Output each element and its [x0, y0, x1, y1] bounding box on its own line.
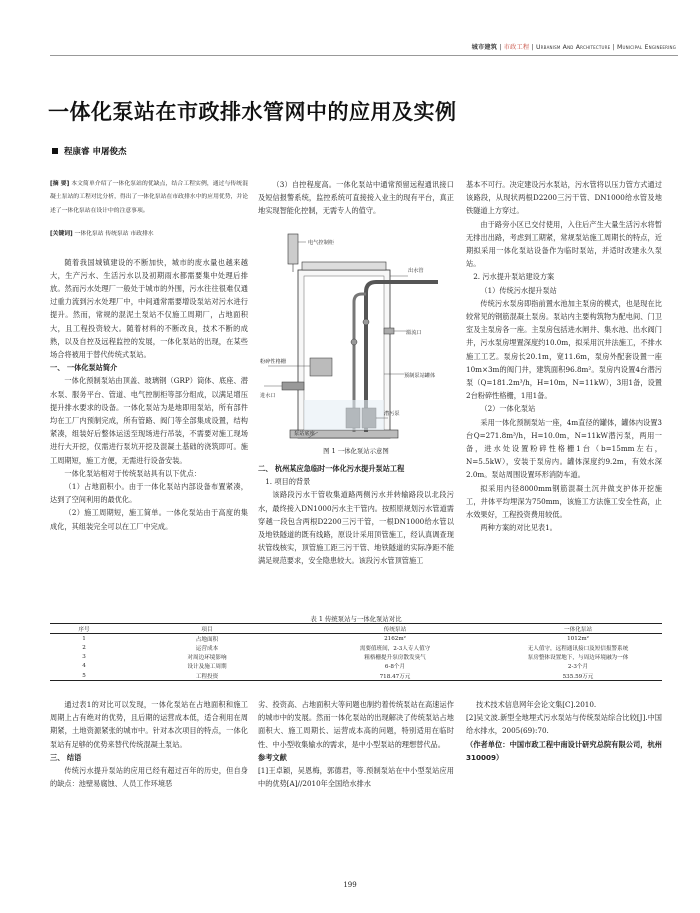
column-1: [50, 178, 248, 533]
label-overflow: 溢流口: [406, 330, 422, 336]
paragraph: （3）自控程度高。一体化泵站中通常预留远程通讯接口及短信报警系统，监控系统可直接接入业主的现有平台，真正地实现智能化控制，无需专人的值守。: [258, 180, 454, 216]
pump-station-figure: [258, 232, 454, 442]
table-row: [50, 671, 662, 681]
paragraph: 劣、投资高、占地面积大等问题也制约着传统泵站在高速运作的城市中的发展。然而一体化泵站的出现解决了传统泵站占地面积大、施工周期长、运营成本高的问题，特别适用在临时性、中小型收集输水的需求，是中小型泵站的理想替代品。: [258, 700, 454, 749]
references-heading: 参考文献: [258, 752, 287, 762]
paragraph: （1）占地面积小。由于一体化泵站内部设备布置紧凑，达到了空间利用的最优化。: [50, 482, 248, 505]
table-cell: 4: [82, 663, 86, 670]
reference-item: [1]王卓颖，吴恩梅，郭德君，等.预制泵站在中小型泵站应用中的优势[A]//2010年全国给水排水: [258, 766, 454, 789]
paragraph: 采用一体化预制泵站一座，4m直径的罐体，罐体内设置3台Q=271.8m³/h，H=10.0m，N=11kW潜污泵，两用一备，进水处设置粉碎性格栅1台（b=15mm左右，N=5.5kW），安装于泵房内。罐体深度约9.2m，有效水深2.0m。泵站周围设置环形消防车道。: [466, 417, 662, 480]
author-names: 程康睿 申屠俊杰: [64, 147, 127, 157]
keywords-label: [关键词]: [50, 231, 73, 238]
abstract-label: [摘 要]: [50, 181, 70, 187]
reference-item: [2]吴文波.新型全地埋式污水泵站与传统泵站综合比较[J].中国给水排水，2005(69):70.: [466, 713, 662, 736]
table-row: [50, 634, 662, 644]
table-row: [50, 662, 662, 671]
paragraph: （1）传统污水提升泵站: [480, 285, 557, 295]
column-3: [466, 178, 662, 534]
header-rule: [50, 55, 678, 56]
header-english-sub: Municipal Engineering: [617, 44, 676, 51]
grinder-screen: [310, 358, 332, 376]
label-base: 泵站底座: [294, 431, 315, 437]
keywords: [50, 228, 248, 241]
valve-icon: [363, 319, 369, 325]
paragraph: 一体化预制泵站由顶盖、玻璃钢（GRP）筒体、底座、潜水泵、服务平台、管道、电气控制柜等部分组成，以满足增压提升排水要求的设备。一体化泵站为是地即用泵站，所有部件均在工厂内预制完成，所有管路、阀门等全部集成设置，结构紧凑，组装好后整体运送至现场进行吊装，不需要对施工现场进行大开挖，仅需进行泵坑开挖及混凝土基础的浇筑即可。施工周期短，施工方便，无需进行设备安装。: [50, 376, 248, 465]
table-row: [50, 643, 662, 652]
keywords-text: 一体化泵站 传统泵站 市政排水: [74, 231, 154, 238]
table-header-cell: 序号: [50, 624, 118, 634]
paragraph: 该路段污水干管收集道路两侧污水并转输路段以北段污水，最终接入DN1000污水主干管内。按照原规划污水管道需穿越一段包含两根D2200三污干管，一根DN1000给水管以及地铁隧道的既有线路，原设计采用顶管施工，经认真调查现状管线核实，顶管施工距三污干管、地铁隧道的实际净距不能满足规范要求，安全隐患较大。该段污水管顶管施工: [258, 490, 454, 566]
table-cell: 无人值守，远程通讯接口及短信报警系统: [527, 645, 629, 652]
table-header-cell: 项目: [118, 624, 296, 634]
figure-caption: 图 1 一体化泵站示意图: [323, 447, 389, 455]
column-2-top: [258, 178, 454, 218]
table-cell: 6-8个月: [384, 664, 406, 671]
header-section: 城市建筑: [471, 44, 498, 51]
page-number: 199: [343, 881, 357, 889]
paragraph: 基本不可行。决定建设污水泵站，污水管将以压力管方式通过该路段，从现状两根D2200三污干管、DN1000给水管及地铁隧道上方穿过。: [466, 180, 662, 216]
header-subsection: 市政工程: [503, 44, 530, 51]
paragraph: 通过表1的对比可以发现，一体化泵站在占地面积和施工周期上占有绝对的优势，且后期的运营成本低，适合利用在周期紧，土地资源紧张的城市中。针对本次项目的特点，一体化泵站有足够的优势来替代传统混凝土泵站。: [50, 700, 248, 749]
table-cell: 2-3个月: [567, 664, 589, 671]
label-screen: 粉碎性格栅: [260, 359, 286, 365]
table-caption: 表 1 传统泵站与一体化泵站对比: [310, 615, 402, 623]
paragraph: 一体化泵站相对于传统泵站具有以下优点：: [64, 468, 201, 478]
table-cell: 535.59万元: [494, 671, 662, 681]
section-heading: 一、 一体化泵站简介: [50, 363, 118, 373]
overflow-inlet: [384, 328, 394, 334]
inlet-pipe: [282, 382, 304, 390]
table-cell: 粗格栅提升泵房散发臭气: [364, 655, 426, 662]
square-bullet-icon: [52, 148, 58, 154]
table-cell: 3: [82, 654, 86, 661]
subsection-heading: 1. 项目的背景: [265, 477, 311, 487]
paragraph: 随着我国城镇建设的不断加快，城市的废水量也越来越大，生产污水、生活污水以及初期雨水都需要集中处理后排放。然而污水处理厂一般处于城市的外围，污水往往很难仅通过重力流到污水处理厂中，中间通常需要增设泵站对污水进行提升。然而，常规的混泥土泵站不仅施工周期厂，占地面积大，且工程投资较大。随着材料的不断改良，技术不断的成熟，以及自控及远程监控的发展，一体化泵站的出现，在某些场合将被用于替代传统式泵站。: [50, 257, 248, 360]
water-level: [304, 400, 384, 430]
table-cell: 1012m²: [567, 635, 589, 642]
table-cell: 运营成本: [195, 645, 219, 652]
paragraph: 两种方案的对比见表1。: [480, 523, 557, 533]
table-cell: 设计及施工周期: [187, 664, 227, 671]
authors: [52, 145, 126, 157]
tank-lid: [302, 262, 386, 270]
label-control-cabinet: 电气控制柜: [308, 240, 334, 246]
abstract: [50, 178, 248, 218]
author-affiliation: （作者单位：中国市政工程中南设计研究总院有限公司，杭州 310009）: [466, 739, 662, 762]
reference-item: 技术技术信息网年会论文集[C].2010.: [476, 700, 597, 709]
table-row: [50, 653, 662, 662]
bottom-column-2: [258, 698, 454, 790]
valve-icon: [351, 339, 357, 345]
header-english: Urbanism And Architecture: [535, 44, 611, 51]
control-cabinet: [288, 234, 298, 264]
table-cell: 2162m²: [384, 635, 406, 642]
article-title: 一体化泵站在市政排水管网中的应用及实例: [48, 100, 457, 124]
table-cell: 1: [82, 635, 86, 642]
table-cell: 需要值班间，2-3人专人值守: [359, 645, 431, 652]
section-heading: 三、 结语: [50, 752, 82, 762]
table-cell: 5: [50, 671, 118, 681]
section-heading: 二、 杭州某应急临时一体化污水提升泵站工程: [258, 464, 405, 473]
paragraph: 传统污水泵房即指前置水池加主泵房的模式，也是现在比较常见的钢筋混凝土泵房。泵站内主要构筑物为配电间、门卫室及主泵房各一座。主泵房包括进水闸井、集水池、出水阀门井，污水泵房埋置深度约10.0m，拟采用沉井法施工，不排水施工工艺。泵房长20.1m，宽11.6m，泵房外配套设置一座10m×3m的阀门井，建筑面积96.8m²。泵房内设置4台潜污泵（Q=181.2m³/h，H=10m，N=11kW），3用1备，设置2台粉碎性格栅，1用1备。: [466, 298, 662, 401]
abstract-text: 本文简单介绍了一体化泵站的优缺点，结合工程实例，通过与传统混凝土泵站的工程对比分析，得出了一体化泵站在市政排水中的应用优势，并论述了一体化泵站在设计中的注意事项。: [50, 181, 248, 214]
column-2-lower: [258, 462, 454, 568]
label-prefab-tank: 预制泵站罐体: [404, 373, 436, 379]
paragraph: 传统污水提升泵站的应用已经有超过百年的历史，但自身的缺点：池壁易腐蚀、人员工作环境恶: [50, 766, 248, 789]
table-cell: 占地面积: [195, 636, 219, 643]
table-cell: 对周边环境影响: [187, 655, 227, 662]
running-header: 城市建筑 | 市政工程 | Urbanism And Architecture | Municipal Engineering: [471, 44, 676, 51]
bottom-column-1: [50, 698, 248, 790]
table-header-cell: 一体化泵站: [494, 624, 662, 634]
comparison-table: [50, 623, 662, 681]
table-cell: 718.47万元: [296, 671, 494, 681]
label-outlet: 出水管: [408, 268, 424, 274]
table-header-row: [50, 624, 662, 634]
table-header-cell: 传统泵站: [296, 624, 494, 634]
table-cell: 泵房整体设置地下，与周边环境融为一体: [527, 655, 629, 662]
paragraph: 由于路旁小区已交付使用，入住后产生大量生活污水将暂无排出出路，考虑到工期紧，常规泵站施工周期长的特点，近期拟采用一体化泵站设备作为临时泵站，并适时改建永久泵站。: [466, 219, 662, 269]
subsection-heading: 2. 污水提升泵站建设方案: [473, 272, 555, 282]
table-cell: 工程投资: [118, 671, 296, 681]
label-pump: 潜污泵: [384, 411, 400, 417]
bottom-column-3: [466, 698, 662, 764]
table-cell: 2: [82, 644, 86, 651]
label-inlet: 进水口: [260, 393, 276, 399]
paragraph: （2）施工周期短，施工简单。一体化泵站由于高度的集成化，其组装完全可以在工厂中完成。: [50, 508, 248, 531]
paragraph: （2）一体化泵站: [480, 404, 536, 414]
paragraph: 拟采用内径8000mm钢筋混凝土沉井做支护体开挖施工，井体平均埋深为750mm，该施工方法施工安全性高，止水效果好，工程投资费用较低。: [466, 483, 662, 520]
